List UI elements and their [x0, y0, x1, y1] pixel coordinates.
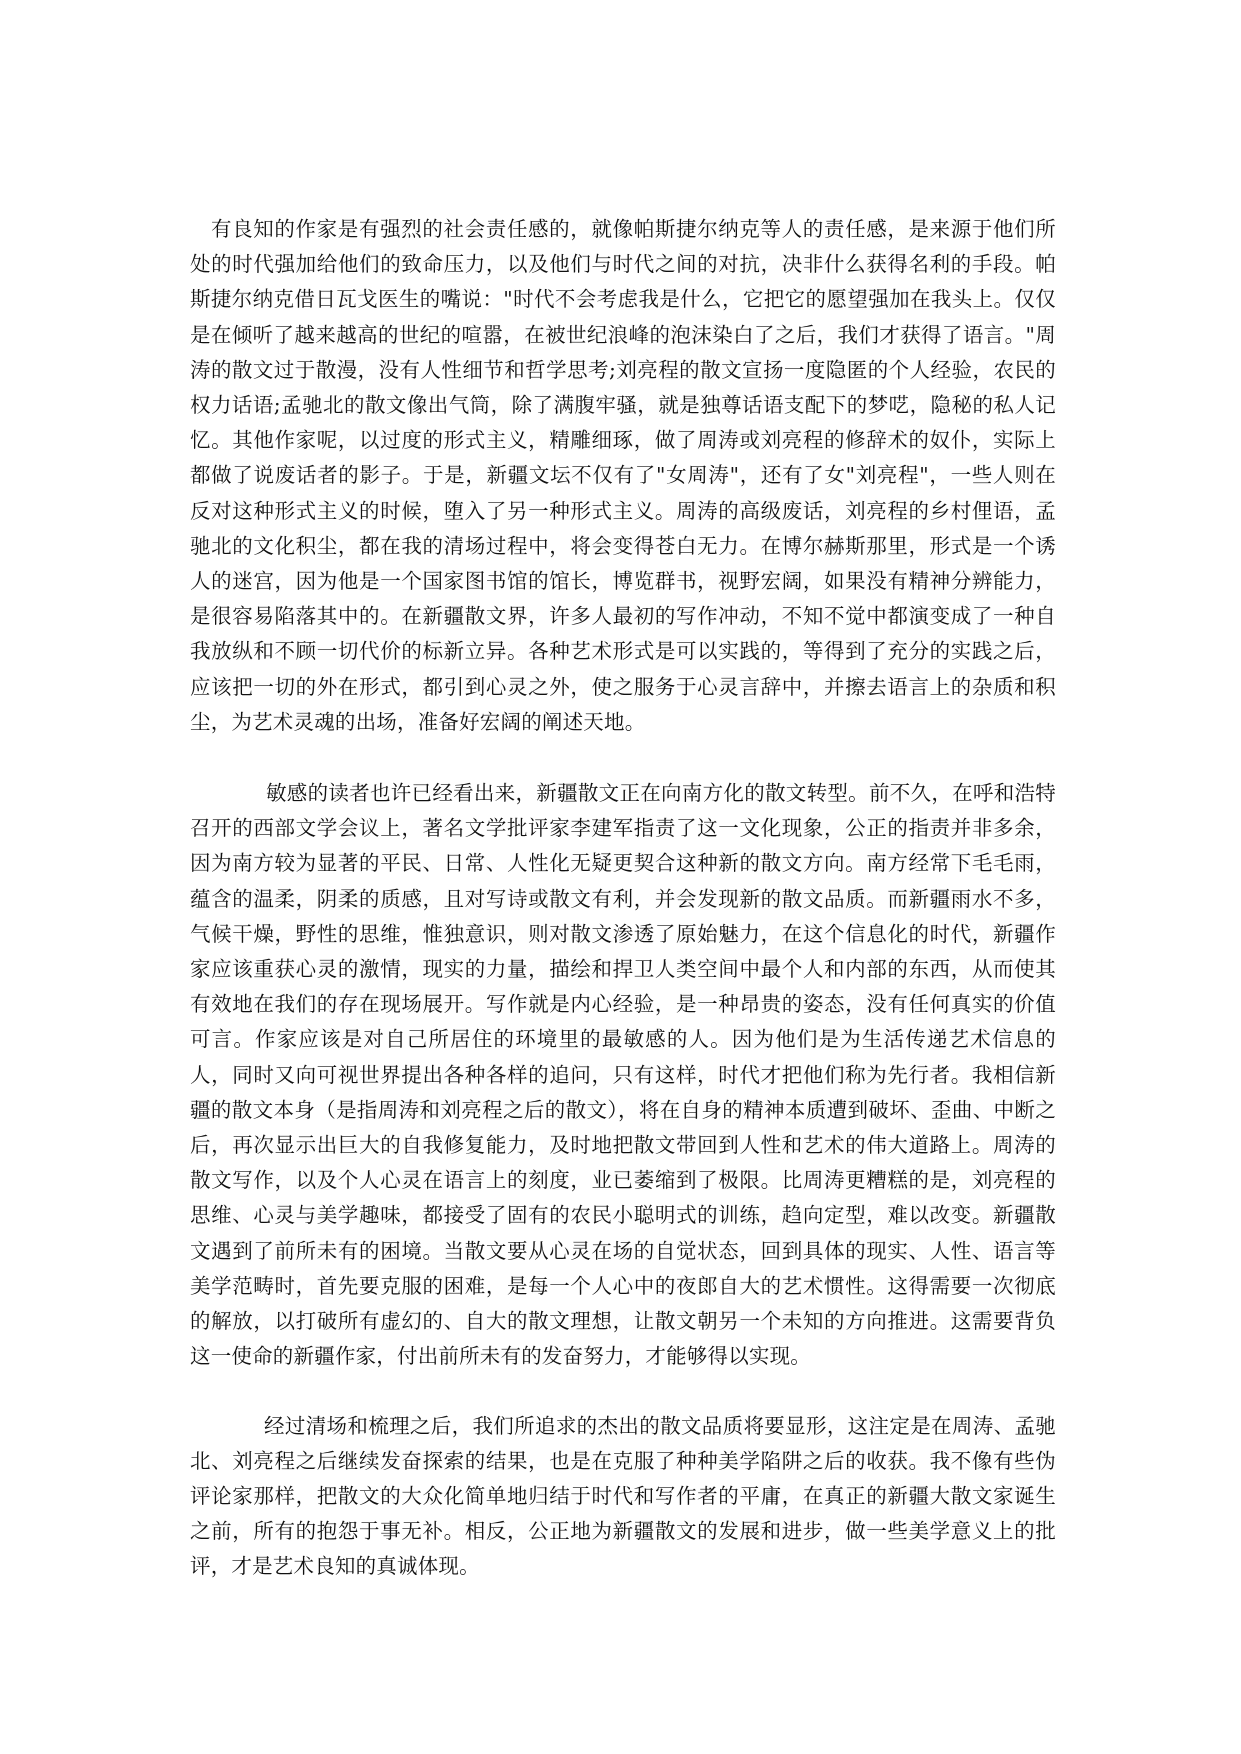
paragraph-2: 敏感的读者也许已经看出来，新疆散文正在向南方化的散文转型。前不久，在呼和浩特召开的西部文学会议上，著名文学批评家李建军指责了这一文化现象，公正的指责并非多余，因为南方较为显著的平民、日常、人性化无疑更契合这种新的散文方向。南方经常下毛毛雨，蕴含的温柔，阴柔的质感，且对写诗或散文有利，并会发现新的散文品质。而新疆雨水不多，气候干燥，野性的思维，惟独意识，则对散文渗透了原始魅力，在这个信息化的时代，新疆作家应该重获心灵的激情，现实的力量，描绘和捍卫人类空间中最个人和内部的东西，从而使其有效地在我们的存在现场展开。写作就是内心经验，是一种昂贵的姿态，没有任何真实的价值可言。作家应该是对自己所居住的环境里的最敏感的人。因为他们是为生活传递艺术信息的人，同时又向可视世界提出各种各样的追问，只有这样，时代才把他们称为先行者。我相信新疆的散文本身（是指周涛和刘亮程之后的散文），将在自身的精神本质遭到破坏、歪曲、中断之后，再次显示出巨大的自我修复能力，及时地把散文带回到人性和艺术的伟大道路上。周涛的散文写作，以及个人心灵在语言上的刻度，业已萎缩到了极限。比周涛更糟糕的是，刘亮程的思维、心灵与美学趣味，都接受了固有的农民小聪明式的训练，趋向定型，难以改变。新疆散文遇到了前所未有的困境。当散文要从心灵在场的自觉状态，回到具体的现实、人性、语言等美学范畴时，首先要克服的困难，是每一个人心中的夜郎自大的艺术惯性。这得需要一次彻底的解放，以打破所有虚幻的、自大的散文理想，让散文朝另一个未知的方向推进。这需要背负这一使命的新疆作家，付出前所未有的发奋努力，才能够得以实现。 — [190, 781, 1056, 1369]
paragraph-3: 经过清场和梳理之后，我们所追求的杰出的散文品质将要显形，这注定是在周涛、孟驰北、刘亮程之后继续发奋探索的结果，也是在克服了种种美学陷阱之后的收获。我不像有些伪评论家那样，把散文的大众化简单地归结于时代和写作者的平庸，在真正的新疆大散文家诞生之前，所有的抱怨于事无补。相反，公正地为新疆散文的发展和进步，做一些美学意义上的批评，才是艺术良知的真诚体现。 — [190, 1413, 1056, 1579]
article-body — [190, 212, 1056, 1585]
paragraph-1: 有良知的作家是有强烈的社会责任感的，就像帕斯捷尔纳克等人的责任感，是来源于他们所处的时代强加给他们的致命压力，以及他们与时代之间的对抗，决非什么获得名利的手段。帕斯捷尔纳克借日瓦戈医生的嘴说："时代不会考虑我是什么，它把它的愿望强加在我头上。仅仅是在倾听了越来越高的世纪的喧嚣，在被世纪浪峰的泡沫染白了之后，我们才获得了语言。"周涛的散文过于散漫，没有人性细节和哲学思考;刘亮程的散文宣扬一度隐匿的个人经验，农民的权力话语;孟驰北的散文像出气筒，除了满腹牢骚，就是独尊话语支配下的梦呓，隐秘的私人记忆。其他作家呢，以过度的形式主义，精雕细琢，做了周涛或刘亮程的修辞术的奴仆，实际上都做了说废话者的影子。于是，新疆文坛不仅有了"女周涛"，还有了女"刘亮程"，一些人则在反对这种形式主义的时候，堕入了另一种形式主义。周涛的高级废话，刘亮程的乡村俚语，孟驰北的文化积尘，都在我的清场过程中，将会变得苍白无力。在博尔赫斯那里，形式是一个诱人的迷宫，因为他是一个国家图书馆的馆长，博览群书，视野宏阔，如果没有精神分辨能力，是很容易陷落其中的。在新疆散文界，许多人最初的写作冲动，不知不觉中都演变成了一种自我放纵和不顾一切代价的标新立异。各种艺术形式是可以实践的，等得到了充分的实践之后，应该把一切的外在形式，都引到心灵之外，使之服务于心灵言辞中，并擦去语言上的杂质和积尘，为艺术灵魂的出场，准备好宏阔的阐述天地。 — [190, 217, 1056, 734]
